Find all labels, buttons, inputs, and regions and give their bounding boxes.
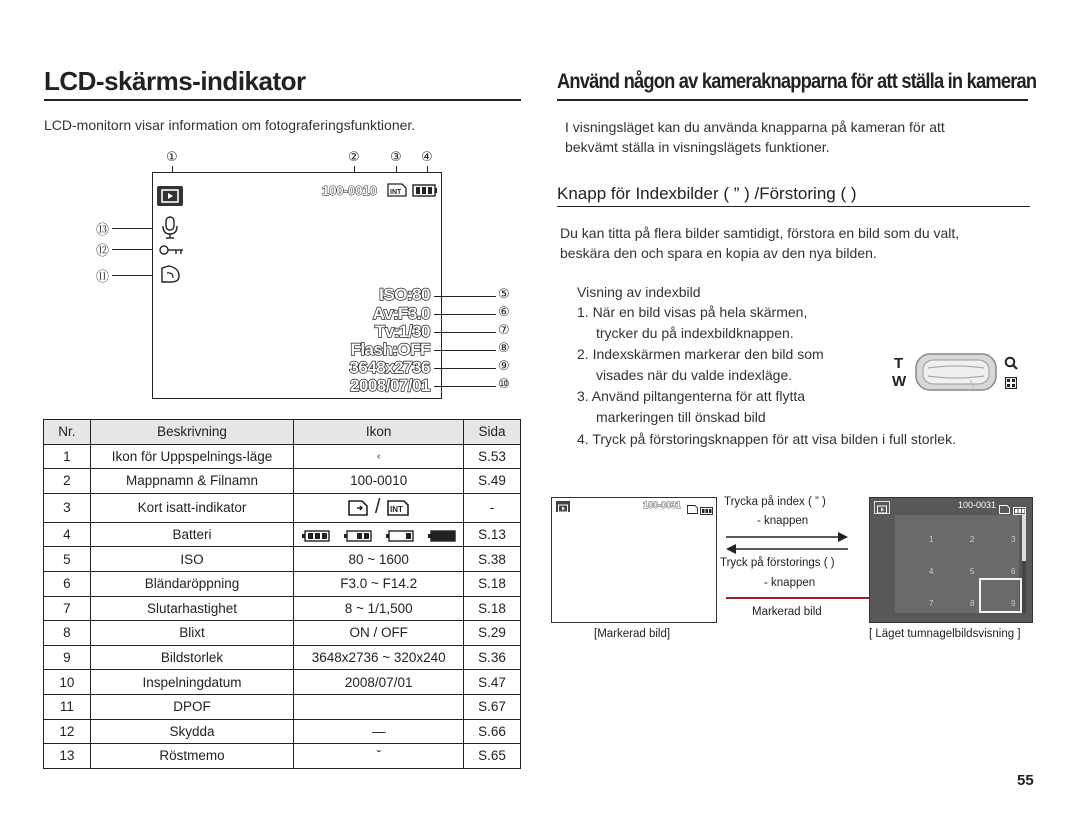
- press-zoom-label: Tryck på förstorings ( ): [720, 557, 835, 569]
- row-icon: [294, 694, 464, 719]
- zoom-t-label: T: [894, 355, 904, 372]
- row-desc: Inspelningdatum: [90, 670, 293, 695]
- protect-key-icon: [159, 243, 185, 255]
- thumb-number: 7: [929, 599, 934, 608]
- row-nr: 1: [44, 444, 91, 469]
- row-page: S.36: [464, 645, 521, 670]
- row-desc: Blixt: [90, 621, 293, 646]
- thumb-number: 8: [970, 599, 975, 608]
- row-desc: Kort isatt-indikator: [90, 493, 293, 522]
- intro-line-1: I visningsläget kan du använda knapparna på kameran för att: [565, 119, 945, 135]
- header-description: Beskrivning: [90, 420, 293, 445]
- table-header-row: [44, 420, 521, 445]
- row-desc: Ikon för Uppspelnings-läge: [90, 444, 293, 469]
- step-3-line-2: markeringen till önskad bild: [596, 409, 766, 425]
- dpof-print-icon: [159, 264, 183, 284]
- thumbnail-scrollbar-thumb[interactable]: [1022, 515, 1026, 561]
- thumb-number: 5: [970, 567, 975, 576]
- row-page: S.29: [464, 621, 521, 646]
- callout-8: ⑧: [498, 341, 510, 356]
- table-row: [44, 719, 521, 744]
- mini-playback-icon: [556, 501, 570, 512]
- row-nr: 12: [44, 719, 91, 744]
- row-nr: 6: [44, 571, 91, 596]
- zoom-w-label: W: [892, 373, 907, 390]
- zoom-rocker-illustration: [914, 352, 998, 392]
- section-rule: [557, 206, 1030, 207]
- row-desc: Bländaröppning: [90, 571, 293, 596]
- row-nr: 5: [44, 547, 91, 572]
- battery-empty-icon: [428, 530, 456, 542]
- callout-3: ③: [390, 150, 402, 165]
- step-4: 4. Tryck på förstoringsknappen för att visa bilden i full storlek.: [577, 431, 956, 447]
- osd-flash: Flash:OFF: [350, 340, 430, 359]
- callout-2: ②: [348, 150, 360, 165]
- table-row: [44, 645, 521, 670]
- row-nr: 2: [44, 469, 91, 494]
- battery-full-icon: [302, 530, 330, 542]
- row-icon: F3.0 ~ F14.2: [294, 571, 464, 596]
- callout-1: ①: [166, 150, 178, 165]
- leader-7: [434, 332, 496, 333]
- row-desc: Slutarhastighet: [90, 596, 293, 621]
- section-text-1: Du kan titta på flera bilder samtidigt, förstora en bild som du valt,: [560, 225, 960, 241]
- mini-memory-icon-left: [687, 501, 698, 510]
- row-icon: ˇ: [294, 744, 464, 769]
- card-int-separator: /: [374, 496, 381, 519]
- osd-shutter: Tv:1/30: [374, 322, 430, 341]
- header-nr: Nr.: [44, 420, 91, 445]
- row-page: S.38: [464, 547, 521, 572]
- header-page: Sida: [464, 420, 521, 445]
- leader-9: [434, 368, 496, 369]
- step-1-line-1: 1. När en bild visas på hela skärmen,: [577, 304, 808, 320]
- table-row: [44, 694, 521, 719]
- row-icon: ‹: [294, 444, 464, 469]
- osd-aperture: Av:F3.0: [372, 304, 430, 323]
- voice-memo-icon: [160, 216, 180, 240]
- row-nr: 10: [44, 670, 91, 695]
- mini-memory-icon-right: [999, 501, 1010, 510]
- osd-size: 3648x2736: [349, 358, 430, 377]
- table-row: [44, 493, 521, 522]
- magnify-icon: [1004, 356, 1018, 370]
- row-nr: 4: [44, 522, 91, 547]
- header-icon: Ikon: [294, 420, 464, 445]
- mini-file-number-left: 100-0031: [643, 500, 682, 510]
- row-nr: 3: [44, 493, 91, 522]
- table-row: [44, 547, 521, 572]
- caption-marked-image: [Markerad bild]: [594, 628, 671, 640]
- row-icon-card-int: [294, 493, 464, 522]
- row-nr: 13: [44, 744, 91, 769]
- section-title: Knapp för Indexbilder ( ” ) /Förstoring ( ): [557, 184, 857, 203]
- step-3-line-1: 3. Använd piltangenterna för att flytta: [577, 388, 806, 404]
- callout-5: ⑤: [498, 287, 510, 302]
- row-nr: 11: [44, 694, 91, 719]
- row-desc: Mappnamn & Filnamn: [90, 469, 293, 494]
- table-row: [44, 621, 521, 646]
- row-page: S.65: [464, 744, 521, 769]
- callout-10: ⑩: [498, 377, 510, 392]
- thumb-number: 1: [929, 535, 934, 544]
- page-title-left: LCD-skärms-indikator: [44, 66, 306, 96]
- row-page: S.13: [464, 522, 521, 547]
- table-row: [44, 444, 521, 469]
- row-nr: 9: [44, 645, 91, 670]
- title-rule-left: [44, 99, 521, 101]
- direction-arrows: [724, 530, 850, 556]
- row-page: -: [464, 493, 521, 522]
- row-icon: 100-0010: [294, 469, 464, 494]
- thumb-number: 9: [1011, 599, 1016, 608]
- thumb-number: 2: [970, 535, 975, 544]
- row-page: S.67: [464, 694, 521, 719]
- osd-iso: ISO:80: [379, 285, 430, 304]
- callout-13: ⑬: [96, 223, 110, 238]
- step-1-line-2: trycker du på indexbildknappen.: [596, 325, 794, 341]
- step-2-line-1: 2. Indexskärmen markerar den bild som: [577, 346, 824, 362]
- mini-battery-icon-right: [1013, 502, 1027, 510]
- title-rule-right: [557, 99, 1028, 101]
- thumbnail-scrollbar[interactable]: [1022, 515, 1026, 613]
- marked-image-label: Markerad bild: [752, 606, 822, 618]
- mini-file-number-right: 100-0031: [958, 500, 997, 510]
- callout-12: ⑫: [96, 244, 110, 259]
- osd-memory-icon: [387, 183, 407, 197]
- thumb-number: 4: [929, 567, 934, 576]
- row-icon: 80 ~ 1600: [294, 547, 464, 572]
- leader-8: [434, 350, 496, 351]
- indicator-table: [43, 419, 521, 769]
- row-icon: 8 ~ 1/1,500: [294, 596, 464, 621]
- row-desc: Skydda: [90, 719, 293, 744]
- page-title-right: Använd någon av kameraknapparna för att ställa in kameran: [557, 70, 1037, 93]
- row-desc: Batteri: [90, 522, 293, 547]
- row-nr: 7: [44, 596, 91, 621]
- svg-text:INT: INT: [390, 504, 404, 514]
- press-zoom-button-label: - knappen: [764, 577, 816, 589]
- row-icon: 2008/07/01: [294, 670, 464, 695]
- row-desc: Röstmemo: [90, 744, 293, 769]
- mini-playback-icon-right: [874, 501, 890, 514]
- row-nr: 8: [44, 621, 91, 646]
- thumbnail-grid-icon: [1005, 376, 1017, 388]
- list-heading: Visning av indexbild: [577, 284, 701, 300]
- table-row: [44, 571, 521, 596]
- table-row: [44, 744, 521, 769]
- row-desc: DPOF: [90, 694, 293, 719]
- row-page: S.18: [464, 571, 521, 596]
- svg-text:INT: INT: [390, 189, 402, 196]
- callout-9: ⑨: [498, 359, 510, 374]
- osd-battery-icon: [412, 184, 438, 197]
- leader-10: [434, 386, 496, 387]
- playback-mode-icon: [157, 186, 183, 206]
- row-page: S.47: [464, 670, 521, 695]
- intro-line-2: bekvämt ställa in visningslägets funktioner.: [565, 139, 830, 155]
- callout-6: ⑥: [498, 305, 510, 320]
- row-page: S.53: [464, 444, 521, 469]
- row-icon-battery: [294, 522, 464, 547]
- table-row: [44, 522, 521, 547]
- thumbnail-selection-frame[interactable]: [979, 578, 1022, 613]
- table-row: [44, 596, 521, 621]
- row-icon: ON / OFF: [294, 621, 464, 646]
- row-page: S.49: [464, 469, 521, 494]
- row-page: S.18: [464, 596, 521, 621]
- callout-11: ⑪: [96, 270, 110, 285]
- row-desc: Bildstorlek: [90, 645, 293, 670]
- leader-5: [434, 296, 496, 297]
- callout-4: ④: [421, 150, 433, 165]
- leader-6: [434, 314, 496, 315]
- intro-text-left: LCD-monitorn visar information om fotograferingsfunktioner.: [44, 117, 416, 133]
- mini-battery-icon-left: [700, 502, 714, 510]
- row-icon: —: [294, 719, 464, 744]
- battery-low-icon: [386, 530, 414, 542]
- table-row: [44, 670, 521, 695]
- press-index-label: Trycka på index ( ” ): [724, 496, 826, 508]
- osd-file-number: 100-0010: [322, 183, 377, 198]
- callout-7: ⑦: [498, 323, 510, 338]
- battery-medium-icon: [344, 530, 372, 542]
- step-2-line-2: visades när du valde indexläge.: [596, 367, 793, 383]
- table-row: [44, 469, 521, 494]
- row-page: S.66: [464, 719, 521, 744]
- section-text-2: beskära den och spara en kopia av den nya bilden.: [560, 245, 877, 261]
- internal-memory-icon: [386, 499, 410, 517]
- row-desc: ISO: [90, 547, 293, 572]
- single-image-screen: [551, 497, 717, 623]
- caption-thumbnail-mode: [ Läget tumnagelbildsvisning ]: [869, 628, 1021, 640]
- osd-date: 2008/07/01: [349, 376, 430, 395]
- thumb-number: 6: [1011, 567, 1016, 576]
- sd-card-icon: [347, 499, 369, 517]
- row-icon: 3648x2736 ~ 320x240: [294, 645, 464, 670]
- page-number: 55: [1017, 772, 1034, 789]
- press-index-button-label: - knappen: [757, 515, 809, 527]
- thumb-number: 3: [1011, 535, 1016, 544]
